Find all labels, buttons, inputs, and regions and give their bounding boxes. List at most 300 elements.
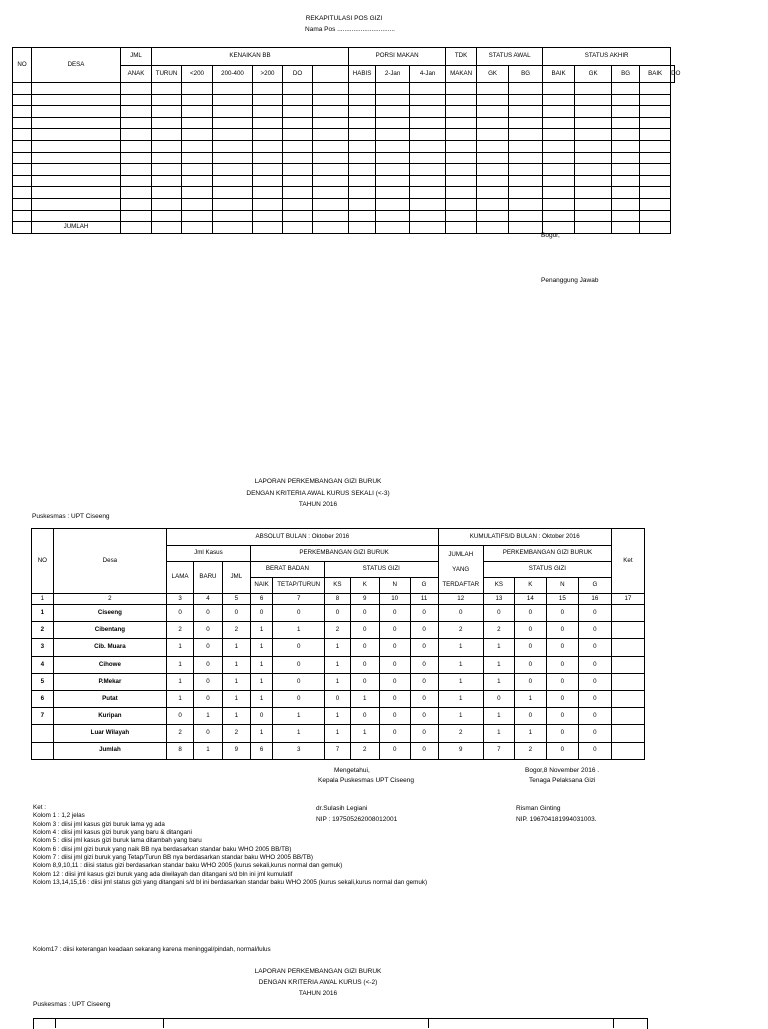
row-value: 0 bbox=[167, 708, 194, 725]
table-cell bbox=[575, 129, 612, 141]
col-kenaikan-bb: KENAIKAN BB bbox=[152, 48, 349, 66]
laporan2-title: LAPORAN PERKEMBANGAN GIZI BURUK bbox=[254, 968, 382, 975]
table-row bbox=[13, 94, 675, 106]
table-cell bbox=[410, 94, 446, 106]
row-value: 0 bbox=[193, 690, 222, 707]
row-value: 8 bbox=[167, 742, 194, 759]
row-desa: Ciseeng bbox=[53, 605, 167, 622]
table-cell bbox=[640, 210, 671, 222]
table-cell bbox=[509, 83, 543, 95]
row-ket bbox=[611, 605, 644, 622]
col-status-gizi-kumulatif: STATUS GIZI bbox=[483, 562, 611, 578]
table-cell bbox=[543, 198, 575, 210]
row-value: 0 bbox=[193, 622, 222, 639]
table-cell bbox=[349, 175, 376, 187]
table-cell bbox=[349, 152, 376, 164]
table-cell bbox=[612, 152, 640, 164]
row-value: 0 bbox=[350, 605, 379, 622]
table-cell bbox=[543, 187, 575, 199]
row-value: 1 bbox=[483, 725, 514, 742]
row-desa: Luar Wilayah bbox=[53, 725, 167, 742]
row-value: 1 bbox=[350, 690, 379, 707]
note-line: Kolom 7 : diisi jml gizi buruk yang Tetap/Turun BB nya berdasarkan standar baku WHO 2005 BB/TB) bbox=[33, 854, 313, 862]
col-do: DO bbox=[283, 66, 313, 83]
table-row bbox=[32, 742, 645, 759]
col-baik-awal: BAIK bbox=[543, 66, 575, 83]
table-cell bbox=[253, 140, 283, 152]
table-cell bbox=[477, 83, 509, 95]
table-cell bbox=[410, 129, 446, 141]
row-value: 0 bbox=[379, 690, 410, 707]
table-cell bbox=[612, 117, 640, 129]
table-cell bbox=[152, 83, 182, 95]
table-cell bbox=[509, 164, 543, 176]
note-line: Kolom 13,14,15,16 : diisi jml status gizi yang ditangani s/d bl ini berdasarkan standar baku WHO 2005 (kurus sekali,kurus normal dan gemuk) bbox=[33, 879, 428, 887]
col-desa: Desa bbox=[53, 529, 167, 594]
table-cell bbox=[543, 129, 575, 141]
row-value: 0 bbox=[546, 742, 578, 759]
table-cell bbox=[477, 152, 509, 164]
table-cell bbox=[575, 222, 612, 234]
table-cell bbox=[612, 140, 640, 152]
table-cell bbox=[640, 222, 671, 234]
row-value: 0 bbox=[222, 605, 250, 622]
col-gt200: >200 bbox=[253, 66, 283, 83]
row-value: 0 bbox=[514, 656, 546, 673]
table-cell bbox=[376, 117, 410, 129]
row-value: 9 bbox=[438, 742, 483, 759]
table-cell bbox=[182, 198, 213, 210]
table-cell bbox=[32, 175, 121, 187]
row-no: 2 bbox=[32, 622, 54, 639]
row-ket bbox=[611, 622, 644, 639]
table-cell bbox=[640, 140, 671, 152]
table-cell bbox=[253, 222, 283, 234]
column-number: 12 bbox=[438, 594, 483, 605]
row-value: 2 bbox=[167, 622, 194, 639]
col-baru: BARU bbox=[193, 562, 222, 594]
row-value: 0 bbox=[167, 605, 194, 622]
table-cell bbox=[575, 117, 612, 129]
table-cell bbox=[376, 140, 410, 152]
table-cell bbox=[121, 152, 152, 164]
row-value: 2 bbox=[222, 725, 250, 742]
row-value: 1 bbox=[438, 690, 483, 707]
table-cell bbox=[253, 94, 283, 106]
table-cell bbox=[13, 164, 32, 176]
table-cell bbox=[182, 210, 213, 222]
table-cell bbox=[313, 106, 349, 118]
table-cell bbox=[213, 106, 253, 118]
table-cell bbox=[640, 129, 671, 141]
table-cell bbox=[477, 164, 509, 176]
col-bg-akhir: BG bbox=[612, 66, 640, 83]
column-number: 6 bbox=[250, 594, 273, 605]
table-cell bbox=[477, 94, 509, 106]
row-value: 0 bbox=[410, 622, 438, 639]
col-no: NO bbox=[13, 48, 32, 83]
table-cell bbox=[349, 164, 376, 176]
table-cell bbox=[543, 175, 575, 187]
row-value: 1 bbox=[325, 639, 351, 656]
table-cell bbox=[213, 175, 253, 187]
row-value: 0 bbox=[410, 708, 438, 725]
row-value: 0 bbox=[410, 742, 438, 759]
row-value: 0 bbox=[483, 690, 514, 707]
col-habis: HABIS bbox=[349, 66, 376, 83]
table-cell bbox=[121, 210, 152, 222]
table-cell bbox=[283, 222, 313, 234]
row-value: 1 bbox=[222, 708, 250, 725]
table-cell bbox=[213, 117, 253, 129]
row-ket bbox=[611, 725, 644, 742]
row-value: 1 bbox=[514, 690, 546, 707]
table-cell bbox=[376, 152, 410, 164]
table-cell bbox=[121, 198, 152, 210]
table-cell bbox=[313, 164, 349, 176]
table-row bbox=[13, 117, 675, 129]
table-cell bbox=[32, 94, 121, 106]
col-kumulatif: KUMULATIFS/D BULAN : Oktober 2016 bbox=[438, 529, 611, 546]
table-cell bbox=[283, 129, 313, 141]
table-cell bbox=[612, 222, 640, 234]
laporan1-puskesmas: Puskesmas : UPT Ciseeng bbox=[32, 513, 110, 520]
table-cell bbox=[349, 94, 376, 106]
table-cell bbox=[509, 140, 543, 152]
column-number: 17 bbox=[611, 594, 644, 605]
table-cell bbox=[32, 140, 121, 152]
table-cell bbox=[477, 175, 509, 187]
table-cell bbox=[575, 106, 612, 118]
laporan2-divider-2 bbox=[163, 1018, 164, 1028]
col-desa: DESA bbox=[32, 48, 121, 83]
row-value: 7 bbox=[325, 742, 351, 759]
col-n-kumulatif: N bbox=[546, 578, 578, 594]
table-cell bbox=[543, 164, 575, 176]
col-ks: KS bbox=[325, 578, 351, 594]
row-value: 0 bbox=[438, 605, 483, 622]
row-value: 0 bbox=[546, 673, 578, 690]
table-cell bbox=[612, 94, 640, 106]
table-cell bbox=[253, 198, 283, 210]
table-cell bbox=[376, 222, 410, 234]
table-cell bbox=[283, 152, 313, 164]
table-cell bbox=[376, 106, 410, 118]
row-value: 1 bbox=[222, 673, 250, 690]
table-cell bbox=[612, 129, 640, 141]
table-cell bbox=[477, 222, 509, 234]
table-cell bbox=[509, 117, 543, 129]
laporan2-title2: DENGAN KRITERIA AWAL KURUS (<-2) bbox=[258, 979, 378, 986]
table-cell bbox=[32, 117, 121, 129]
table-cell bbox=[253, 175, 283, 187]
col-jml: JML bbox=[222, 562, 250, 594]
table-cell bbox=[575, 210, 612, 222]
table-cell bbox=[152, 152, 182, 164]
table-cell bbox=[283, 175, 313, 187]
table-cell bbox=[349, 140, 376, 152]
table-cell bbox=[349, 222, 376, 234]
table-row bbox=[32, 725, 645, 742]
col-perkembangan: PERKEMBANGAN GIZI BURUK bbox=[250, 546, 438, 562]
table-cell bbox=[32, 106, 121, 118]
table-cell bbox=[32, 187, 121, 199]
row-value: 0 bbox=[546, 725, 578, 742]
table-cell bbox=[32, 198, 121, 210]
table-cell bbox=[283, 106, 313, 118]
table-cell bbox=[182, 83, 213, 95]
table-cell bbox=[13, 175, 32, 187]
row-no: 1 bbox=[32, 605, 54, 622]
col-gk-awal: GK bbox=[477, 66, 509, 83]
table-cell bbox=[410, 152, 446, 164]
sign-name1: dr.Sulasih Legiani bbox=[316, 805, 368, 812]
row-no bbox=[32, 725, 54, 742]
row-value: 1 bbox=[325, 656, 351, 673]
table-cell bbox=[612, 210, 640, 222]
row-value: 1 bbox=[438, 639, 483, 656]
table-cell bbox=[152, 117, 182, 129]
table-cell bbox=[313, 210, 349, 222]
table-cell bbox=[477, 198, 509, 210]
row-value: 0 bbox=[578, 673, 611, 690]
table-row bbox=[13, 175, 675, 187]
row-value: 0 bbox=[410, 656, 438, 673]
table-cell bbox=[509, 198, 543, 210]
table-cell bbox=[152, 175, 182, 187]
row-value: 1 bbox=[438, 656, 483, 673]
table-row bbox=[13, 83, 675, 95]
row-value: 0 bbox=[514, 639, 546, 656]
row-value: 2 bbox=[438, 725, 483, 742]
table-row bbox=[13, 152, 675, 164]
row-value: 1 bbox=[222, 656, 250, 673]
jumlah-label: JUMLAH bbox=[32, 222, 121, 234]
table-cell bbox=[477, 187, 509, 199]
table-cell bbox=[253, 210, 283, 222]
row-value: 0 bbox=[514, 622, 546, 639]
notes-block bbox=[33, 804, 427, 887]
laporan1-table bbox=[31, 528, 645, 760]
table-cell bbox=[213, 222, 253, 234]
table-cell bbox=[313, 94, 349, 106]
col-jml: JML bbox=[121, 48, 152, 66]
table-cell bbox=[509, 106, 543, 118]
col-g: G bbox=[410, 578, 438, 594]
table-cell bbox=[13, 210, 32, 222]
table-cell bbox=[376, 210, 410, 222]
col-lt200: <200 bbox=[182, 66, 213, 83]
table-cell bbox=[182, 129, 213, 141]
row-ket bbox=[611, 656, 644, 673]
rekap-table bbox=[12, 47, 681, 234]
table-cell bbox=[152, 140, 182, 152]
row-value: 0 bbox=[193, 605, 222, 622]
row-value: 6 bbox=[250, 742, 273, 759]
table-cell bbox=[640, 94, 671, 106]
table-cell bbox=[182, 164, 213, 176]
row-no: 7 bbox=[32, 708, 54, 725]
col-porsi-makan: PORSI MAKAN bbox=[349, 48, 446, 66]
row-value: 0 bbox=[410, 725, 438, 742]
table-cell bbox=[543, 83, 575, 95]
row-value: 0 bbox=[514, 708, 546, 725]
row-value: 0 bbox=[379, 605, 410, 622]
table-cell bbox=[283, 94, 313, 106]
table-cell bbox=[543, 106, 575, 118]
laporan2-divider-4 bbox=[613, 1018, 614, 1028]
table-cell bbox=[32, 164, 121, 176]
table-cell bbox=[477, 140, 509, 152]
table-cell bbox=[13, 117, 32, 129]
row-value: 0 bbox=[379, 673, 410, 690]
row-value: 1 bbox=[438, 708, 483, 725]
table-cell bbox=[376, 83, 410, 95]
row-value: 0 bbox=[250, 708, 273, 725]
row-value: 0 bbox=[273, 690, 325, 707]
table-cell bbox=[640, 117, 671, 129]
table-cell bbox=[182, 94, 213, 106]
table-cell bbox=[509, 152, 543, 164]
column-number-row bbox=[32, 594, 645, 605]
table-cell bbox=[477, 106, 509, 118]
laporan2-year: TAHUN 2016 bbox=[298, 990, 338, 997]
table-cell bbox=[121, 129, 152, 141]
row-value: 2 bbox=[350, 742, 379, 759]
table-cell bbox=[446, 210, 477, 222]
column-number: 16 bbox=[578, 594, 611, 605]
table-cell bbox=[213, 198, 253, 210]
table-cell bbox=[446, 164, 477, 176]
row-value: 2 bbox=[222, 622, 250, 639]
table-cell bbox=[446, 140, 477, 152]
row-value: 0 bbox=[546, 656, 578, 673]
table-cell bbox=[509, 222, 543, 234]
table-cell bbox=[283, 117, 313, 129]
row-no: 4 bbox=[32, 656, 54, 673]
row-value: 0 bbox=[578, 622, 611, 639]
table-cell bbox=[13, 187, 32, 199]
row-value: 2 bbox=[167, 725, 194, 742]
col-tdk: TDK bbox=[446, 48, 477, 66]
note-line: Kolom 3 : diisi jml kasus gizi buruk lama yg ada bbox=[33, 820, 165, 828]
table-cell bbox=[182, 152, 213, 164]
table-cell bbox=[152, 106, 182, 118]
col-k-kumulatif: K bbox=[514, 578, 546, 594]
table-cell bbox=[213, 152, 253, 164]
table-row bbox=[13, 140, 675, 152]
row-value: 0 bbox=[379, 639, 410, 656]
table-cell bbox=[313, 129, 349, 141]
table-cell bbox=[313, 175, 349, 187]
row-value: 1 bbox=[273, 622, 325, 639]
note-line: Kolom 4 : diisi jml kasus gizi buruk yang baru & ditangani bbox=[33, 829, 192, 837]
row-value: 1 bbox=[483, 639, 514, 656]
row-value: 0 bbox=[325, 605, 351, 622]
signature-role: Penanggung Jawab bbox=[541, 277, 599, 284]
table-cell bbox=[612, 175, 640, 187]
table-cell bbox=[477, 210, 509, 222]
row-value: 1 bbox=[222, 639, 250, 656]
table-cell bbox=[477, 117, 509, 129]
row-value: 1 bbox=[350, 725, 379, 742]
table-cell bbox=[612, 164, 640, 176]
table-cell bbox=[410, 117, 446, 129]
col-turun: TURUN bbox=[152, 66, 182, 83]
terdaftar-label: TERDAFTAR bbox=[442, 581, 480, 588]
rekap-table-body bbox=[13, 83, 675, 234]
row-value: 0 bbox=[578, 639, 611, 656]
table-cell bbox=[349, 117, 376, 129]
laporan2-puskesmas: Puskesmas : UPT Ciseeng bbox=[33, 1001, 111, 1008]
row-value: 1 bbox=[250, 690, 273, 707]
table-cell bbox=[313, 152, 349, 164]
table-cell bbox=[410, 83, 446, 95]
row-value: 0 bbox=[514, 673, 546, 690]
row-value: 1 bbox=[325, 673, 351, 690]
note-line: Kolom 5 : diisi jml kasus gizi buruk lama ditambah yang baru bbox=[33, 837, 202, 845]
table-cell bbox=[121, 117, 152, 129]
col-ket: Ket bbox=[611, 529, 644, 594]
column-number: 7 bbox=[273, 594, 325, 605]
table-cell bbox=[612, 106, 640, 118]
table-cell bbox=[253, 83, 283, 95]
row-value: 1 bbox=[438, 673, 483, 690]
col-do-akhir: DO bbox=[671, 66, 675, 83]
row-no: 5 bbox=[32, 673, 54, 690]
table-cell bbox=[349, 83, 376, 95]
row-value: 1 bbox=[167, 673, 194, 690]
row-value: 0 bbox=[273, 673, 325, 690]
note-line: Kolom 8,9,10,11 : diisi status gizi berdasarkan standar baku WHO 2005 (kurus sekali,kurus normal dan gemuk) bbox=[33, 862, 343, 870]
table-cell bbox=[446, 117, 477, 129]
table-cell bbox=[182, 187, 213, 199]
table-cell bbox=[612, 187, 640, 199]
col-anak: ANAK bbox=[121, 66, 152, 83]
laporan1-title: LAPORAN PERKEMBANGAN GIZI BURUK bbox=[254, 478, 382, 485]
row-value: 0 bbox=[350, 673, 379, 690]
col-empty bbox=[313, 66, 349, 83]
row-value: 1 bbox=[250, 622, 273, 639]
table-row bbox=[32, 673, 645, 690]
table-cell bbox=[376, 175, 410, 187]
row-value: 1 bbox=[250, 639, 273, 656]
table-cell bbox=[349, 187, 376, 199]
table-cell bbox=[612, 198, 640, 210]
column-number: 14 bbox=[514, 594, 546, 605]
table-cell bbox=[575, 152, 612, 164]
table-cell bbox=[121, 140, 152, 152]
row-desa: P.Mekar bbox=[53, 673, 167, 690]
table-cell bbox=[410, 106, 446, 118]
row-ket bbox=[611, 708, 644, 725]
row-desa: Putat bbox=[53, 690, 167, 707]
table-row bbox=[32, 656, 645, 673]
row-value: 1 bbox=[325, 725, 351, 742]
table-cell bbox=[543, 140, 575, 152]
row-value: 1 bbox=[250, 725, 273, 742]
column-number: 1 bbox=[32, 594, 54, 605]
table-cell bbox=[121, 106, 152, 118]
col-ks-kumulatif: KS bbox=[483, 578, 514, 594]
table-cell bbox=[13, 140, 32, 152]
table-cell bbox=[213, 140, 253, 152]
row-value: 0 bbox=[578, 708, 611, 725]
col-200-400: 200-400 bbox=[213, 66, 253, 83]
table-cell bbox=[313, 222, 349, 234]
row-ket bbox=[611, 673, 644, 690]
column-number: 2 bbox=[53, 594, 167, 605]
